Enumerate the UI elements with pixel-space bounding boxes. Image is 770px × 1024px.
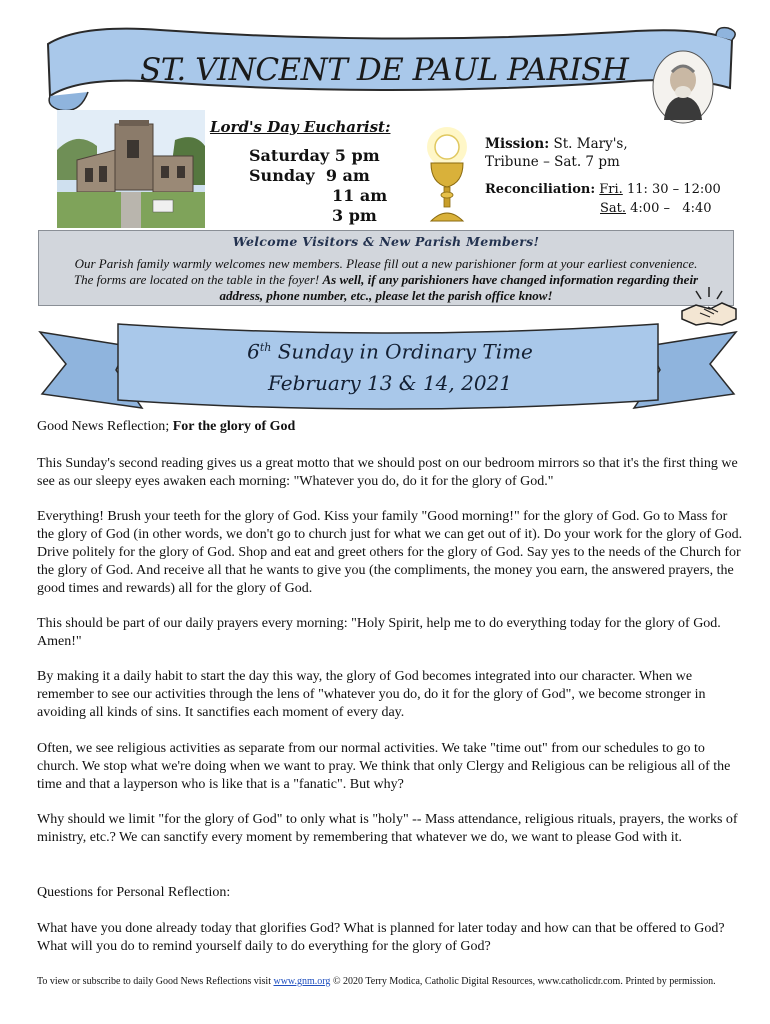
mass-heading: Lord's Day Eucharist:: [210, 118, 391, 136]
reconciliation-sat-day: Sat.: [600, 201, 627, 216]
sunday-ordinal-suffix: th: [259, 341, 272, 354]
reconciliation-info: [485, 180, 721, 218]
welcome-text: [48, 256, 724, 304]
reconciliation-fri-time: 11: 30 – 12:00: [622, 182, 721, 197]
reflection-separator: ;: [165, 419, 173, 434]
reflection-paragraph-5: Often, we see religious activities as separate from our normal activities. We take "time out" from our schedules to go to church. We stop what we're doing when we want to pray. We think that only Clergy and Religious can be religious all of the time and that a layperson who is like that is a "fanatic". But why?: [37, 741, 731, 792]
mission-location: St. Mary's,: [549, 136, 628, 152]
chalice-icon: [415, 125, 479, 229]
reconciliation-sat-time: 4:00 – 4:40: [626, 201, 712, 216]
sunday-title: [190, 332, 590, 399]
welcome-title: Welcome Visitors & New Parish Members!: [232, 234, 540, 249]
mission-label: Mission:: [485, 136, 550, 152]
reflection-label: Good News Reflection: [37, 419, 166, 434]
reflection-paragraph-8: What have you done already today that glorifies God? What is planned for later today and how can that be offered to God? What will you do to remind yourself daily to do everything for the glory of God?: [37, 921, 725, 954]
footer-link[interactable]: www.gnm.org: [273, 976, 331, 987]
mass-time-sunday: Sunday 9 am: [249, 166, 370, 185]
reconciliation-label: Reconciliation:: [485, 182, 596, 197]
footer-credit: [37, 976, 743, 987]
reflection-paragraph-6: Why should we limit "for the glory of God" to only what is "holy" -- Mass attendance, religious rituals, prayers, the works of ministry, etc.? We can sanctify every moment by remembering that whatever we do, we want to please God with it.: [37, 812, 738, 845]
footer-prefix: To view or subscribe to daily Good News Reflections visit: [37, 976, 274, 987]
mass-time-3: 3 pm: [332, 206, 377, 225]
sunday-date: February 13 & 14, 2021: [267, 370, 513, 395]
welcome-line-2-italic: The forms are located on the table in the foyer!: [73, 272, 323, 287]
sunday-ordinal-number: 6: [247, 339, 260, 364]
church-photo: [57, 110, 205, 228]
mass-time-11: 11 am: [332, 186, 388, 205]
saint-portrait-icon: [652, 50, 714, 124]
footer-suffix: © 2020 Terry Modica, Catholic Digital Resources, www.catholicdr.com. Printed by permission.: [330, 976, 716, 987]
reflection-paragraph-7: Questions for Personal Reflection:: [37, 885, 231, 900]
reflection-heading: [37, 419, 295, 435]
reflection-paragraph-2: Everything! Brush your teeth for the glory of God. Kiss your family "Good morning!" for the glory of God. Go to Mass for the glory of God (in other words, we don't go to church just for what we can get out of it). Do your work for the glory of God. Drive politely for the glory of God. Shop and eat and greet others for the glory of God. Say yes to the needs of the Church for the glory of God. And receive all that he wants to give you (the compliments, the money you earn, the answered prayers, the good times and rewards) all for the glory of God.: [37, 509, 743, 596]
reflection-paragraph-1: This Sunday's second reading gives us a great motto that we should post on our bedroom mirrors so that it's the first thing we see as our sleepy eyes awaken each morning: "Whatever you do, do it for the glory of God.": [37, 456, 738, 489]
reconciliation-fri-day: Fri.: [599, 182, 623, 197]
mission-time: Tribune – Sat. 7 pm: [485, 154, 620, 170]
welcome-line-1: Our Parish family warmly welcomes new members. Please fill out a new parishioner form at your earliest convenience.: [74, 256, 698, 271]
reflection-title: For the glory of God: [172, 419, 296, 434]
sunday-title-text: Sunday in Ordinary Time: [271, 339, 533, 364]
mass-time-saturday: Saturday 5 pm: [249, 146, 380, 165]
welcome-line-2-bold: As well, if any parishioners have changed information regarding their: [322, 272, 699, 287]
parish-title: ST. VINCENT DE PAUL PARISH: [140, 52, 629, 88]
reflection-paragraph-3: This should be part of our daily prayers every morning: "Holy Spirit, help me to do everything today for the glory of God. Amen!": [37, 616, 721, 649]
reflection-paragraph-4: By making it a daily habit to start the day this way, the glory of God becomes integrated into our character. When we remember to see our activities through the lens of "whatever you do, do it for the glory of God", we become stronger in avoiding all kinds of sins. It sanctifies each moment of every day.: [37, 669, 706, 720]
mission-info: [485, 135, 628, 171]
welcome-line-3-bold: address, phone number, etc., please let the parish office know!: [219, 288, 553, 303]
